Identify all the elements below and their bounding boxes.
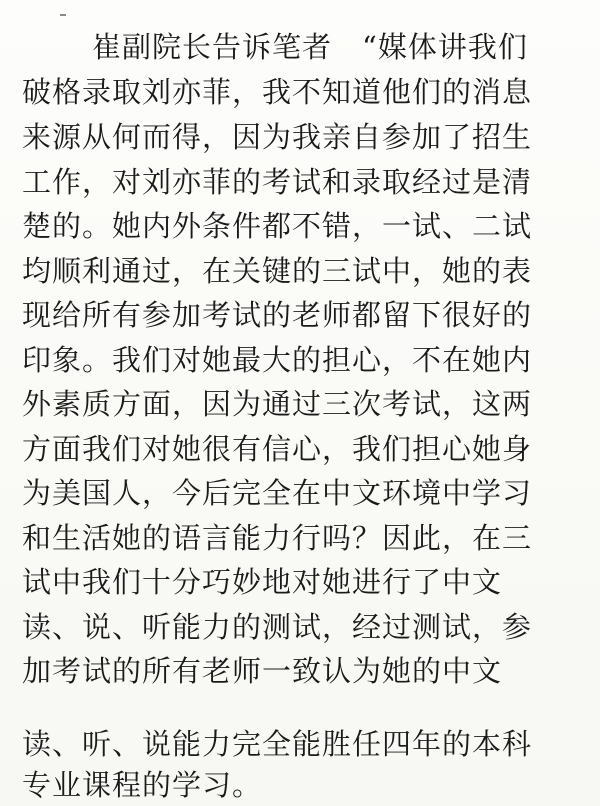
text-line: 专业课程的学习。 [22,768,263,802]
text-line: 读、听、说能力完全能胜任四年的本科 [22,727,533,761]
text-line: 来源从何而得，因为我亲自参加了招生 [22,120,533,154]
text-line: 楚的。她内外条件都不错，一试、二试 [22,209,533,243]
text-line: 试中我们十分巧妙地对她进行了中文 [22,565,503,599]
text-line: 方面我们对她很有信心，我们担心她身 [22,432,533,466]
text-line: 均顺利通过，在关键的三试中，她的表 [22,254,533,288]
text-line: 为美国人，今后完全在中文环境中学习 [22,476,533,510]
text-line: 崔副院长告诉笔者 “媒体讲我们 [92,30,528,64]
text-line: 读、说、听能力的测试，经过测试，参 [22,610,533,644]
text-line: 外素质方面，因为通过三次考试，这两 [22,387,533,421]
text-line: 和生活她的语言能力行吗？因此，在三 [22,521,533,555]
text-line: 现给所有参加考试的老师都留下很好的 [22,298,533,332]
text-line: 工作，对刘亦菲的考试和录取经过是清 [22,165,533,199]
text-line: 加考试的所有老师一致认为她的中文 [22,654,503,688]
scan-mark [60,14,66,16]
text-line: 破格录取刘亦菲，我不知道他们的消息 [22,75,533,109]
text-line: 印象。我们对她最大的担心，不在她内 [22,343,533,377]
